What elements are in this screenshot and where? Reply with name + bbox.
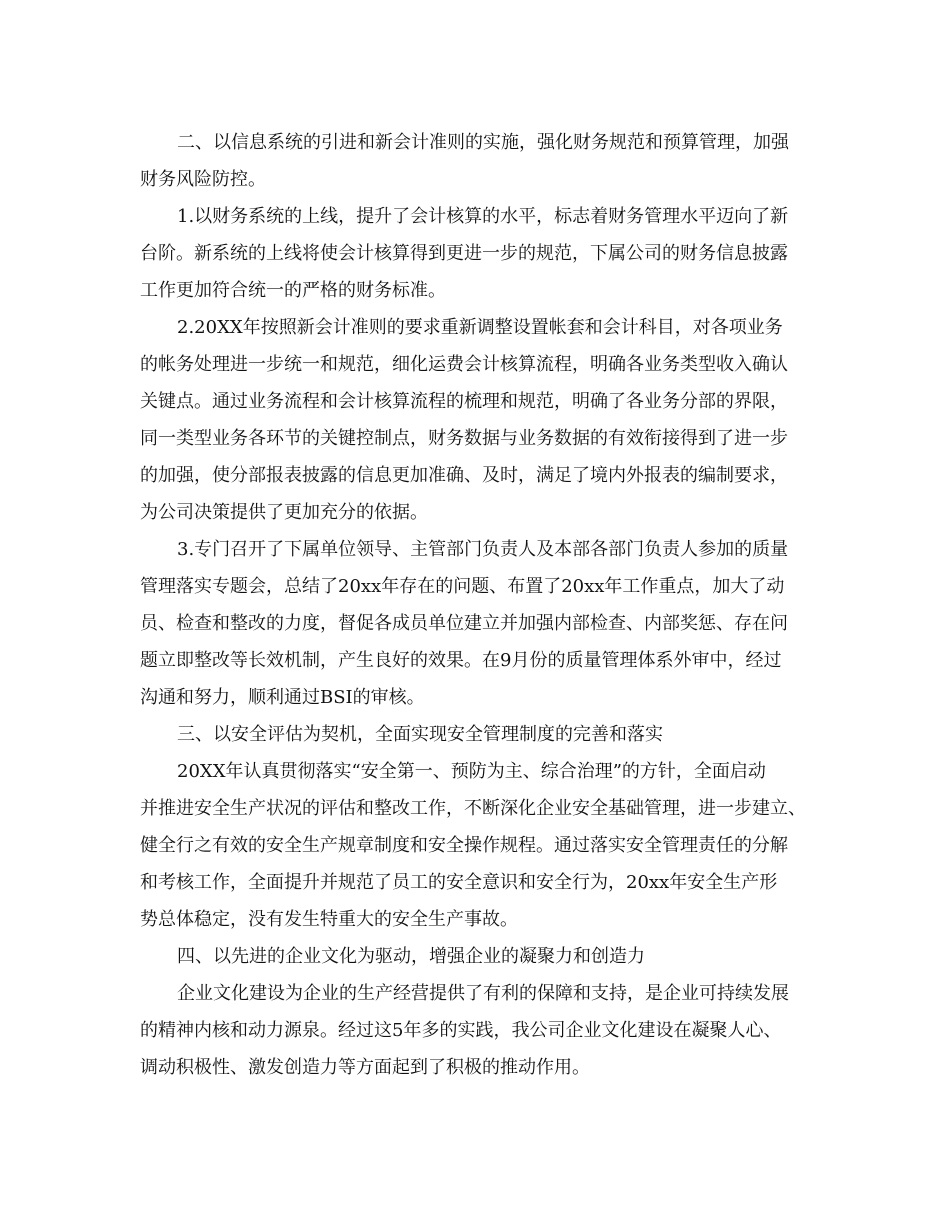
text-line: 管理落实专题会，总结了20xx年存在的问题、布置了20xx年工作重点，加大了动	[140, 576, 785, 597]
text-line: 2.20XX年按照新会计准则的要求重新调整设置帐套和会计科目，对各项业务	[177, 317, 783, 338]
text-line: 沟通和努力，顺利通过BSI的审核。	[140, 687, 425, 708]
text-line: 台阶。新系统的上线将使会计核算得到更进一步的规范，下属公司的财务信息披露	[140, 243, 788, 264]
text-line: 同一类型业务各环节的关键控制点，财务数据与业务数据的有效衔接得到了进一步	[140, 428, 788, 449]
section-heading: 三、以安全评估为契机，全面实现安全管理制度的完善和落实	[177, 724, 663, 745]
text-line: 的精神内核和动力源泉。经过这5年多的实践，我公司企业文化建设在凝聚人心、	[140, 1020, 782, 1041]
text-line: 1.以财务系统的上线，提升了会计核算的水平，标志着财务管理水平迈向了新	[177, 206, 789, 227]
text-line: 财务风险防控。	[140, 169, 266, 190]
section-heading: 四、以先进的企业文化为驱动，增强企业的凝聚力和创造力	[177, 946, 645, 967]
text-line: 的加强，使分部报表披露的信息更加准确、及时，满足了境内外报表的编制要求，	[140, 465, 788, 486]
text-line: 3.专门召开了下属单位领导、主管部门负责人及本部各部门负责人参加的质量	[177, 539, 789, 560]
text-line: 为公司决策提供了更加充分的依据。	[140, 502, 428, 523]
text-line: 的帐务处理进一步统一和规范，细化运费会计核算流程，明确各业务类型收入确认	[140, 354, 788, 375]
text-line: 健全行之有效的安全生产规章制度和安全操作规程。通过落实安全管理责任的分解	[140, 835, 788, 856]
text-line: 工作更加符合统一的严格的财务标准。	[140, 280, 446, 301]
text-line: 员、检查和整改的力度，督促各成员单位建立并加强内部检查、内部奖惩、存在问	[140, 613, 788, 634]
text-line: 二、以信息系统的引进和新会计准则的实施，强化财务规范和预算管理，加强	[177, 132, 789, 153]
text-line: 并推进安全生产状况的评估和整改工作，不断深化企业安全基础管理，进一步建立、	[140, 798, 806, 819]
text-line: 调动积极性、激发创造力等方面起到了积极的推动作用。	[140, 1057, 590, 1078]
text-line: 20XX年认真贯彻落实“安全第一、预防为主、综合治理”的方针，全面启动	[177, 761, 766, 782]
text-line: 势总体稳定，没有发生特重大的安全生产事故。	[140, 909, 518, 930]
text-line: 关键点。通过业务流程和会计核算流程的梳理和规范，明确了各业务分部的界限，	[140, 391, 788, 412]
text-line: 和考核工作，全面提升并规范了员工的安全意识和安全行为，20xx年安全生产形	[140, 872, 778, 893]
text-line: 题立即整改等长效机制，产生良好的效果。在9月份的质量管理体系外审中，经过	[140, 650, 782, 671]
text-line: 企业文化建设为企业的生产经营提供了有利的保障和支持，是企业可持续发展	[177, 983, 789, 1004]
